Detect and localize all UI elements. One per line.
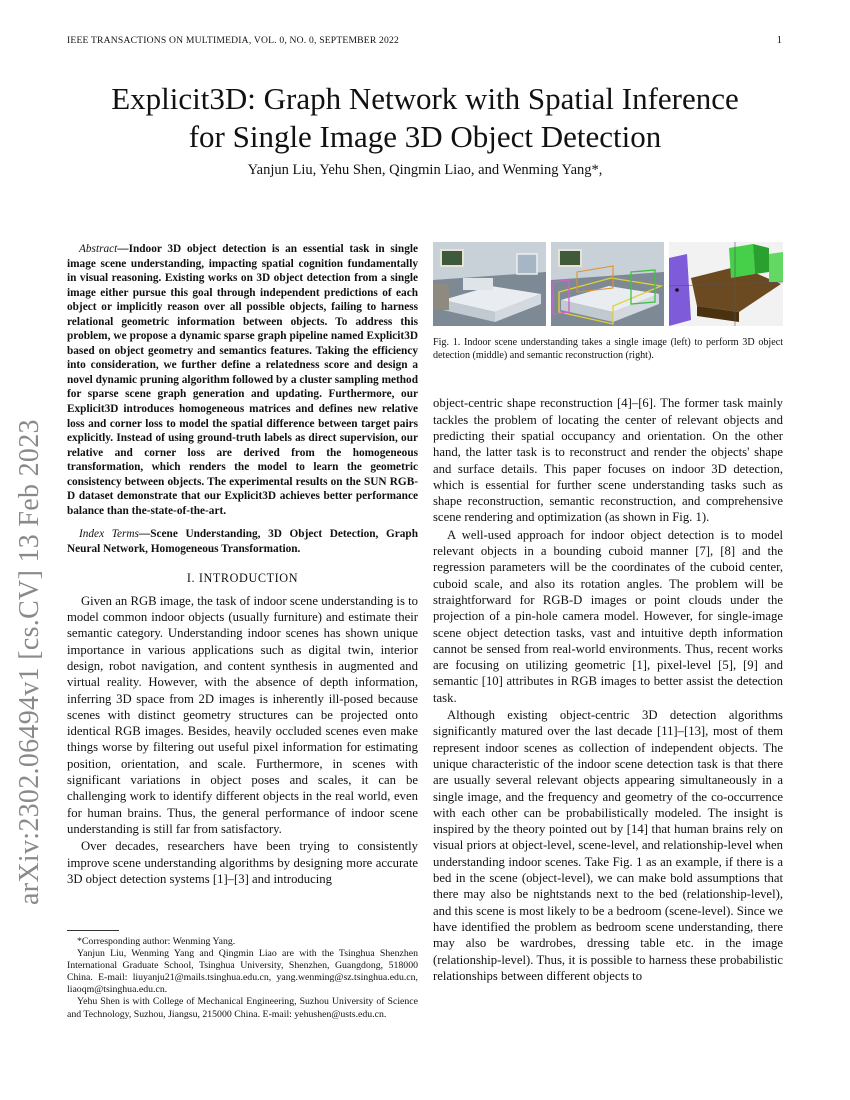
figure-panel-input-image [433, 242, 546, 326]
abstract [67, 242, 418, 518]
section-heading-introduction: I. INTRODUCTION [186, 571, 299, 586]
intro-paragraph: A well-used approach for indoor object detection is to model relevant objects in a bounding cuboid manner [7], [8] and the regression parameters will be the coordinates of the cuboid center, cuboid scale, and also its rotation angles. The problem will be straightforward for RGB-D images or point clouds under the projection of a pin-hole camera model. However, for single-image scene object detection tasks, vast and intuitive depth information cannot be sensed from real-world environments. Thus, recent works are focusing on utilizing geometric [1], pixel-level [5], [9] and semantic [10] attributes in RGB images to better assist the detection task. [433, 527, 783, 705]
footnote-rule [67, 930, 119, 931]
footnote-corresponding: *Corresponding author: Wenming Yang. [77, 936, 236, 947]
intro-paragraph: Over decades, researchers have been trying to consistently improve scene understanding algorithms by designing more accurate 3D object detection systems [1]–[3] and introducing [67, 839, 418, 886]
intro-paragraph: Although existing object-centric 3D detection algorithms significantly matured over the last decade [11]–[13], most of them represent indoor scenes as collection of independent objects. The unique characteristic of the indoor scene detection task is that there are usually several relevant objects appearing simultaneously in a single image, and the frequency and geometry of the co-occurrence with each other can be probabilistically modeled. The insight is inspired by the theory pointed out by [14] that human brains rely on visual priors at object-level, scene-level, and relationship-level when understanding indoor scenes. Take Fig. 1 as an example, if there is a bed in the scene (object-level), we can make bold assumptions that there may also be nightstands next to the bed (relationship-level), and this scene is most likely to be a bedroom (scene-level). Since we have identified the problem as bedroom scene understanding, there may also be wardrobes, dressing table etc. in the image (relationship-level). Thus, it is possible to harness these probabilistic relationships between different objects to [433, 708, 783, 983]
index-terms-lead: Index Terms [79, 528, 139, 541]
figure-panel-3d-detection [551, 242, 664, 326]
arxiv-stamp [14, 419, 54, 905]
index-terms [67, 527, 418, 556]
paper-title [40, 80, 810, 156]
intro-paragraph: Given an RGB image, the task of indoor scene understanding is to model common indoor objects (usually furniture) and estimate their semantic category. Understanding indoor scenes has shown unique importance in various applications such as digital twin, interior design, robot navigation, and content synthesis in augmented and virtual reality. However, with the absence of depth information, inferring 3D space from 2D images is inherently ill-posed because scenes with distinct geometry structures can be projected onto identical RGB images. Besides, heavily occluded scenes even make things worse by filtering out useful pixel information for estimating position, orientation, and scale. Furthermore, in scenes with significant variations in object poses and scales, it can be challenging work to identify different objects in the real world, even for human brains. Thus, the general performance of indoor scene understanding is still far from satisfactory. [67, 593, 418, 836]
left-column [67, 242, 418, 887]
intro-paragraph: object-centric shape reconstruction [4]–[6]. The former task mainly tackles the problem of locating the center of relevant objects and predicting their spatial occupancy and orientation. On the other hand, the latter task is to reconstruct and render the objects' shape and surface details. This paper focuses on indoor 3D detection, which is essential for further scene understanding tasks such as shape reconstruction, semantic reconstruction, and comprehensive scene rendering and optimization (as shown in Fig. 1). [433, 396, 783, 525]
footnote-affiliation-1: Yanjun Liu, Wenming Yang and Qingmin Liao are with the Tsinghua Shenzhen International Graduate School, Tsinghua University, Shenzhen, Guangdong, 518000 China. E-mail: liuyanju21@mails.tsinghua.edu.cn, yang.wenming@sz.tsinghua.edu.cn, liaoqm@tsinghua.edu.cn. [67, 948, 418, 996]
title-line-1: Explicit3D: Graph Network with Spatial Inference [111, 81, 739, 116]
title-line-2: for Single Image 3D Object Detection [188, 119, 662, 154]
figure-panel-semantic-reconstruction [669, 242, 783, 326]
figure-1 [433, 242, 783, 326]
figure-caption: Fig. 1. Indoor scene understanding takes a single image (left) to perform 3D object detection (middle) and semantic reconstruction (right). [433, 337, 783, 361]
right-column [433, 242, 783, 984]
index-terms-text: —Scene Understanding, 3D Object Detection, Graph Neural Network, Homogeneous Transformation. [67, 528, 418, 555]
footnote-affiliation-2: Yehu Shen is with College of Mechanical Engineering, Suzhou University of Science and Technology, Suzhou, Jiangsu, 215000 China. E-mail: yehushen@usts.edu.cn. [67, 996, 418, 1020]
abstract-lead: Abstract [79, 243, 118, 255]
arxiv-stamp-text: arXiv:2302.06494v1 [cs.CV] 13 Feb 2023 [14, 419, 45, 905]
abstract-text: —Indoor 3D object detection is an essential task in single image scene understanding, impacting spatial cognition fundamentally in visual reasoning. Existing works on 3D object detection from a single image either pursue this goal through independent predictions of each object or implicitly reason over all possible objects, failing to harness relational geometric information between objects. To address this problem, we propose a dynamic sparse graph pipeline named Explicit3D based on object geometry and semantics features. Taking the efficiency into consideration, we further define a relatedness score and design a novel dynamic pruning algorithm followed by a cluster sampling method for sparse scene graph generation and updating. Furthermore, our Explicit3D introduces homogeneous matrices and defines new relative loss and corner loss to model the spatial difference between target pairs explicitly. Instead of using ground-truth labels as direct supervision, our relative and corner loss are derived from the homogeneous transformation, which renders the model to learn the geometric consistency between objects. The experimental results on the SUN RGB-D dataset demonstrate that our Explicit3D achieves better performance balance than the-state-of-the-art. [67, 243, 418, 517]
footnotes [67, 930, 418, 1021]
running-head: IEEE TRANSACTIONS ON MULTIMEDIA, VOL. 0, NO. 0, SEPTEMBER 2022 [67, 35, 400, 46]
author-list: Yanjun Liu, Yehu Shen, Qingmin Liao, and Wenming Yang*, [247, 162, 603, 178]
page-number: 1 [776, 35, 782, 46]
